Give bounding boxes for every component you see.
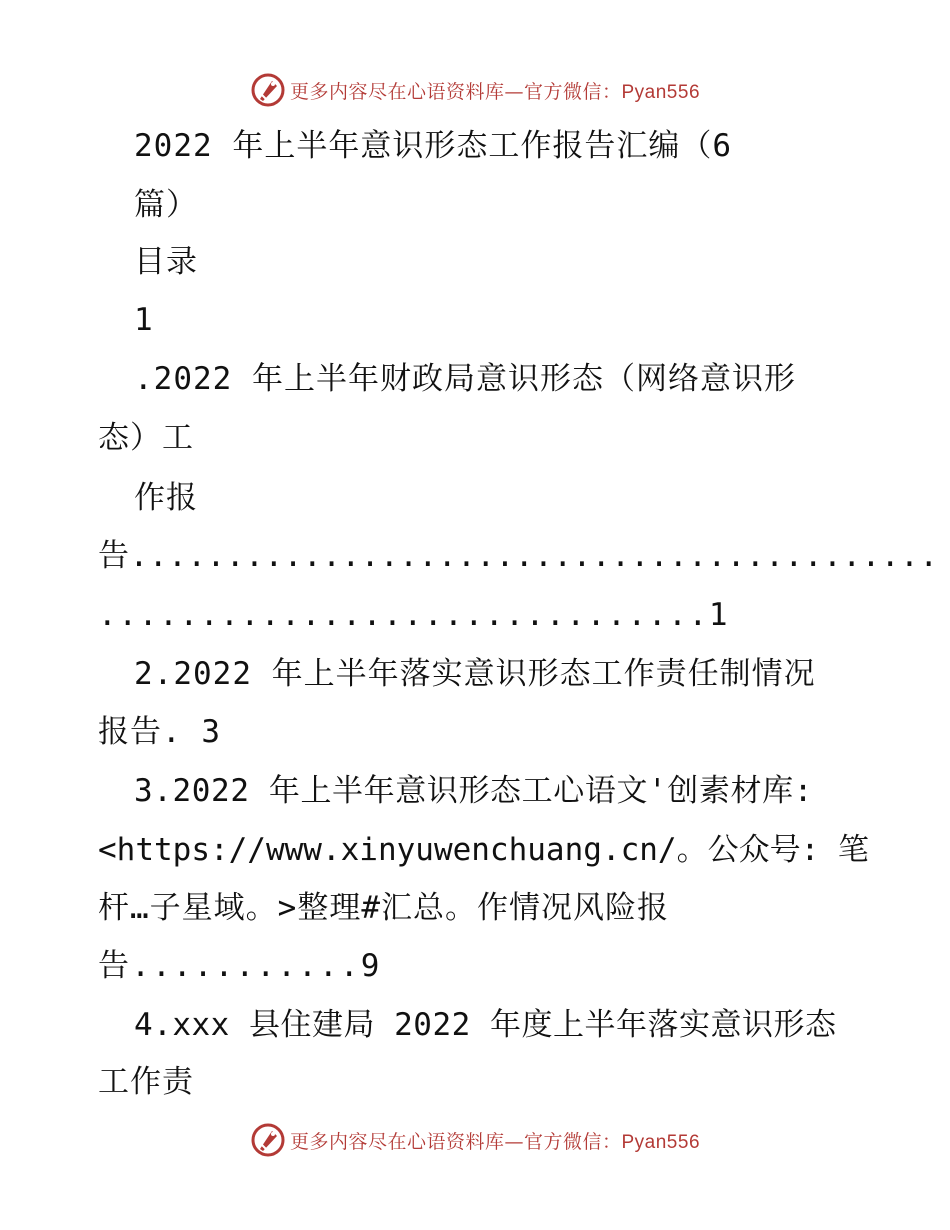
watermark-handle: Pyan556	[621, 1131, 701, 1153]
toc-item-3-line-1: 3.2022 年上半年意识形态工心语文'创素材库:	[134, 773, 813, 809]
watermark-handle: Pyan556	[621, 81, 701, 103]
toc-item-3-line-2: <https://www.xinyuwenchuang.cn/。公众号: 笔	[98, 832, 869, 868]
pen-nib-circle-icon	[250, 1122, 286, 1158]
toc-item-4-line-2: 工作责	[98, 1064, 194, 1100]
toc-item-2-line-1: 2.2022 年上半年落实意识形态工作责任制情况	[134, 656, 816, 692]
toc-item-2-line-2: 报告. 3	[98, 714, 221, 750]
toc-item-1-line-1: 1	[134, 302, 154, 338]
watermark-text: 更多内容尽在心语资料库—官方微信：Pyan556	[289, 1130, 701, 1153]
document-title-line-2: 篇）	[134, 187, 198, 223]
toc-item-1-line-2: .2022 年上半年财政局意识形态（网络意识形	[134, 361, 796, 397]
document-title-line-1: 2022 年上半年意识形态工作报告汇编（6	[134, 128, 732, 164]
toc-item-3-line-4: 告...........9	[98, 948, 382, 984]
watermark-text: 更多内容尽在心语资料库—官方微信：Pyan556	[289, 80, 701, 103]
toc-item-1-line-4: 作报	[134, 480, 198, 516]
toc-item-1-line-6: ..............................1	[98, 597, 730, 633]
footer-watermark	[0, 1120, 950, 1160]
toc-item-4-line-1: 4.xxx 县住建局 2022 年度上半年落实意识形态	[134, 1007, 837, 1043]
toc-heading: 目录	[134, 244, 198, 280]
toc-item-1-line-3: 态）工	[98, 420, 194, 456]
toc-item-1-line-5: 告..........................................	[98, 538, 939, 574]
toc-item-3-line-3: 杆…子星域。>整理#汇总。作情况风险报	[98, 890, 669, 926]
